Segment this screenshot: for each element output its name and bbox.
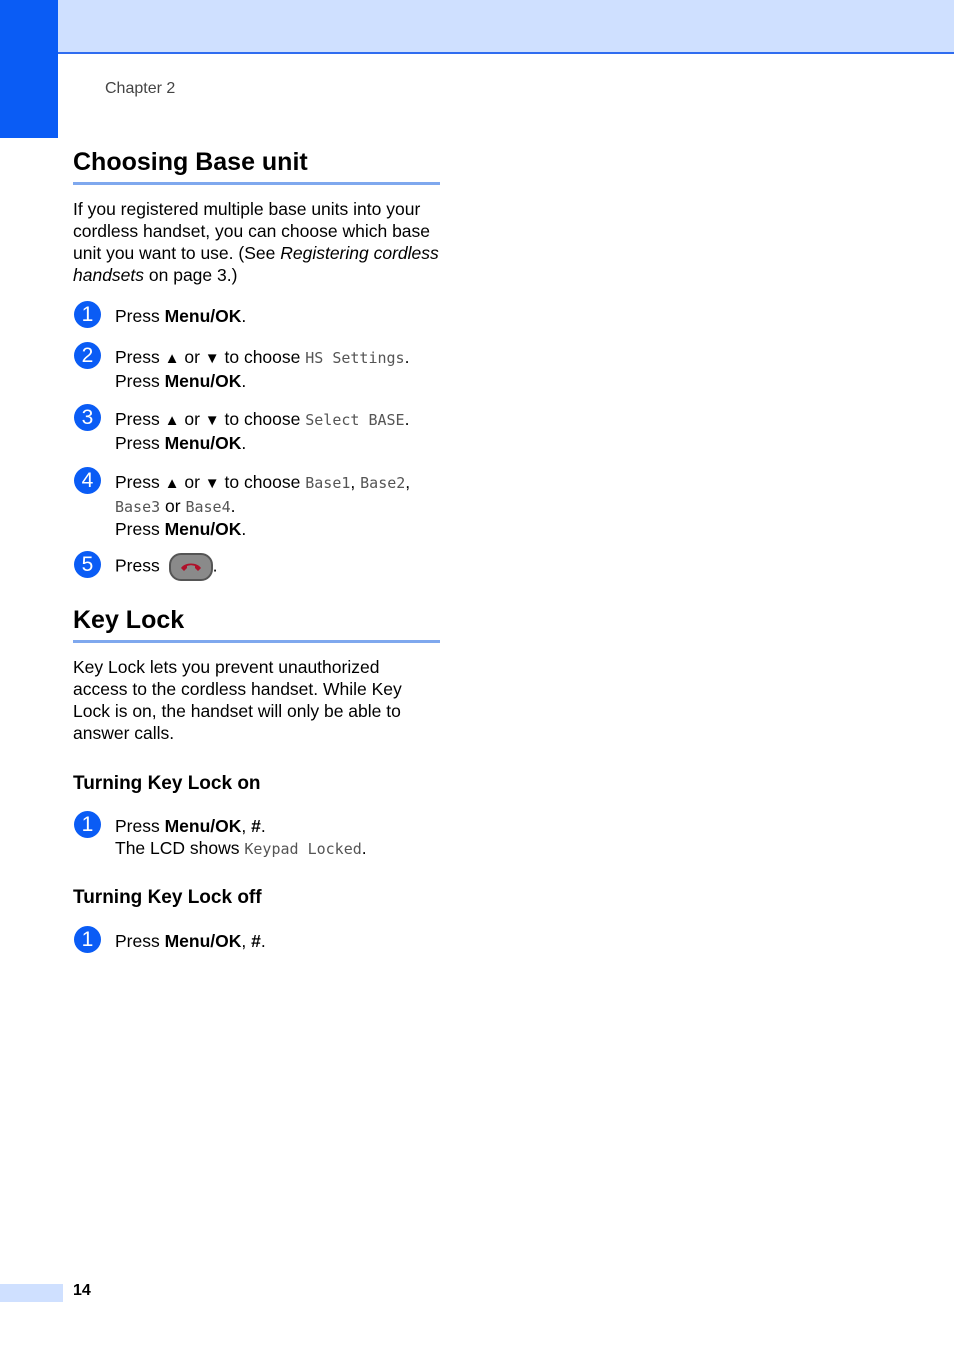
step-number: 1 (74, 301, 101, 328)
phone-hangup-icon (169, 553, 213, 581)
chapter-tab (0, 0, 58, 138)
step-number: 1 (74, 811, 101, 838)
step-number: 1 (74, 926, 101, 953)
down-arrow-icon: ▼ (204, 475, 220, 492)
step-1 (73, 301, 453, 326)
footer-band (0, 1284, 63, 1302)
step-4 (73, 467, 453, 539)
step-5 (73, 551, 453, 576)
page-number: 14 (73, 1282, 91, 1299)
step-number: 5 (74, 551, 101, 578)
up-arrow-icon: ▲ (164, 412, 180, 429)
section-title-key-lock: Key Lock (73, 604, 440, 643)
step-key-lock-on (73, 811, 453, 858)
step-number: 4 (74, 467, 101, 494)
header-band (0, 0, 954, 54)
step-text: Press Menu/OK, #. The LCD shows Keypad Locked. (115, 816, 367, 858)
step-key-lock-off (73, 926, 453, 951)
section1-intro: If you registered multiple base units into your cordless handset, you can choose which base unit you want to use. (See Registering cordless handsets on page 3.) (73, 199, 439, 285)
step-text: Press Menu/OK. (115, 306, 247, 326)
step-text: Press ▲ or ▼ to choose HS Settings. Press Menu/OK. (115, 347, 410, 391)
step-2 (73, 342, 453, 391)
step-number: 2 (74, 342, 101, 369)
down-arrow-icon: ▼ (204, 350, 220, 367)
up-arrow-icon: ▲ (164, 475, 180, 492)
section2-intro: Key Lock lets you prevent unauthorized access to the cordless handset. While Key Lock is on, the handset will only be able to answer calls. (73, 657, 402, 743)
chapter-label: Chapter 2 (105, 80, 176, 97)
subsection-title-key-lock-on: Turning Key Lock on (73, 773, 261, 794)
step-text: Press ▲ or ▼ to choose Select BASE. Press Menu/OK. (115, 409, 410, 453)
step-3 (73, 404, 453, 453)
step-text: Press ▲ or ▼ to choose Base1, Base2, Base3 or Base4. Press Menu/OK. (115, 472, 411, 539)
step-text: Press . (115, 553, 455, 581)
down-arrow-icon: ▼ (204, 412, 220, 429)
section-title-choosing-base: Choosing Base unit (73, 146, 440, 185)
step-text: Press Menu/OK, #. (115, 931, 266, 951)
step-number: 3 (74, 404, 101, 431)
up-arrow-icon: ▲ (164, 350, 180, 367)
subsection-title-key-lock-off: Turning Key Lock off (73, 887, 262, 908)
